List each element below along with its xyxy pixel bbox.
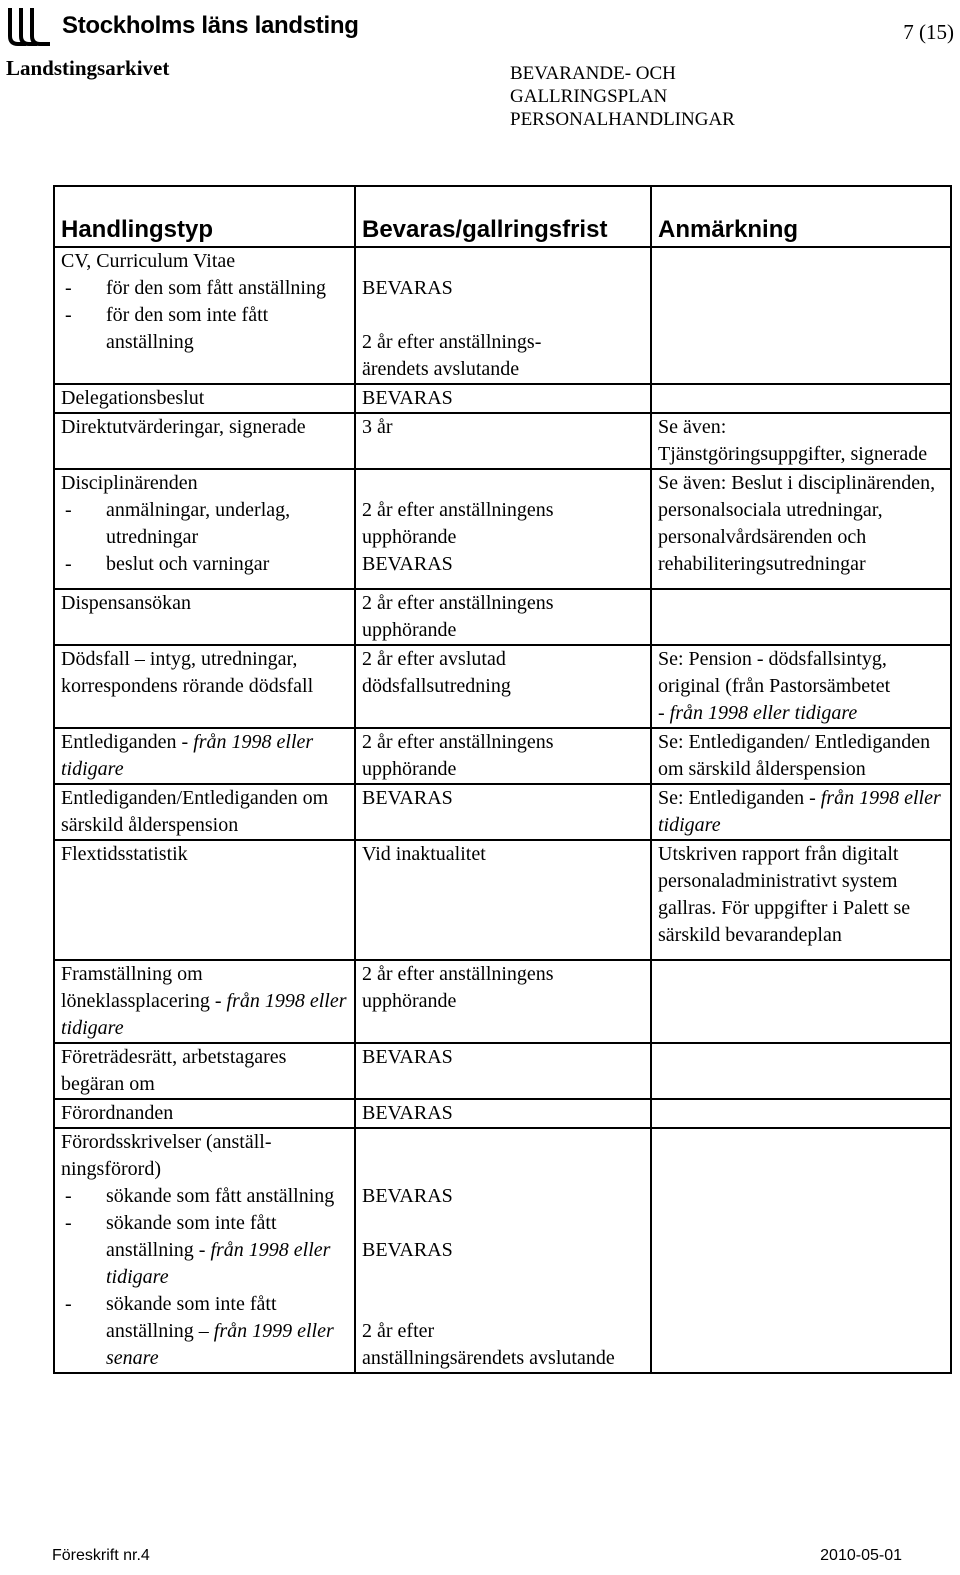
- row-title: Förordsskrivelser (anställ-ningsförord): [61, 1131, 272, 1180]
- table-row: [54, 728, 951, 784]
- frist-value: 2 år efter anställnings-: [362, 331, 542, 353]
- note-text: Se: Pension - dödsfallsintyg, original (från Pastorsämbetet: [658, 648, 891, 697]
- cell-anmarkning: Se: Entlediganden/ Entlediganden om särskild ålderspension: [651, 728, 951, 784]
- cell-handlingstyp: Flextidsstatistik: [54, 840, 355, 960]
- cell-anmarkning: [651, 413, 951, 469]
- cell-frist: 2 år efter avslutad dödsfallsutredning: [355, 645, 651, 728]
- item-text: sökande som inte fått anställning –: [106, 1293, 277, 1342]
- item-italic: från 1999 eller senare: [106, 1320, 334, 1369]
- cell-handlingstyp: [54, 469, 355, 589]
- cell-anmarkning: Se även: Beslut i disciplinärenden, personalsociala utredningar, personalvårdsärenden och rehabiliteringsutredningar: [651, 469, 951, 589]
- list-item: [61, 1183, 348, 1210]
- title-line: PERSONALHANDLINGAR: [510, 109, 735, 130]
- cell-handlingstyp: [54, 1128, 355, 1373]
- frist-value: BEVARAS: [362, 277, 453, 299]
- item-italic: från 1998 eller tidigare: [106, 1239, 331, 1288]
- table-header-row: [54, 186, 951, 247]
- cell-anmarkning: [651, 1128, 951, 1373]
- item-text: anmälningar, underlag, utredningar: [106, 499, 291, 548]
- table-row: [54, 960, 951, 1043]
- table-row: [54, 1128, 951, 1373]
- cell-frist: 3 år: [355, 413, 651, 469]
- cell-frist: 2 år efter anställningens upphörande: [355, 960, 651, 1043]
- cell-handlingstyp: Dispensansökan: [54, 589, 355, 645]
- dash: -: [65, 277, 72, 299]
- cell-handlingstyp: Direktutvärderingar, signerade: [54, 413, 355, 469]
- row-title-italic: från 1998 eller tidigare: [61, 990, 347, 1039]
- department-name: Landstingsarkivet: [6, 56, 170, 80]
- cell-frist: [355, 247, 651, 384]
- cell-anmarkning: [651, 1099, 951, 1128]
- frist-value: anställningsärendets avslutande: [362, 1347, 615, 1369]
- dash: -: [65, 1293, 72, 1315]
- org-name: Stockholms läns landsting: [62, 12, 359, 39]
- dash: -: [65, 304, 72, 326]
- dash: -: [65, 1185, 72, 1207]
- cell-anmarkning: [651, 784, 951, 840]
- list-item: [61, 275, 348, 302]
- row-title: Disciplinärenden: [61, 472, 198, 494]
- note-text: Se även:: [658, 416, 727, 438]
- item-text: för den som fått anställning: [106, 277, 326, 299]
- item-text: sökande som inte fått anställning -: [106, 1212, 277, 1261]
- table-row: [54, 645, 951, 728]
- cell-handlingstyp: [54, 960, 355, 1043]
- title-line: BEVARANDE- OCH: [510, 63, 676, 84]
- cell-anmarkning: [651, 589, 951, 645]
- table-row: [54, 247, 951, 384]
- document-title: [510, 62, 735, 131]
- cell-frist: [355, 469, 651, 589]
- cell-anmarkning: [651, 960, 951, 1043]
- cell-frist: BEVARAS: [355, 784, 651, 840]
- cell-frist: 2 år efter anställningens upphörande: [355, 728, 651, 784]
- cell-handlingstyp: Dödsfall – intyg, utredningar, korrespondens rörande dödsfall: [54, 645, 355, 728]
- page-number: 7 (15): [903, 20, 954, 44]
- list-item: [61, 1210, 348, 1291]
- note-text: Se: Entlediganden -: [658, 787, 816, 809]
- table-row: [54, 784, 951, 840]
- landsting-logo-icon: [4, 6, 54, 46]
- table-row: [54, 840, 951, 960]
- cell-handlingstyp: Delegationsbeslut: [54, 384, 355, 413]
- column-header-anmarkning: Anmärkning: [651, 186, 951, 247]
- cell-handlingstyp: Entlediganden/Entlediganden om särskild ålderspension: [54, 784, 355, 840]
- column-header-handlingstyp: Handlingstyp: [54, 186, 355, 247]
- table-row: [54, 469, 951, 589]
- cell-anmarkning: [651, 384, 951, 413]
- list-item: [61, 497, 348, 551]
- dash: -: [65, 499, 72, 521]
- cell-frist: BEVARAS: [355, 1043, 651, 1099]
- frist-value: ärendets avslutande: [362, 358, 520, 380]
- list-item: [61, 302, 348, 356]
- note-italic: från 1998 eller tidigare: [658, 787, 941, 836]
- cell-anmarkning: [651, 645, 951, 728]
- cell-frist: BEVARAS: [355, 384, 651, 413]
- dash: -: [65, 553, 72, 575]
- row-title: Framställning om löneklassplacering -: [61, 963, 222, 1012]
- item-text: sökande som fått anställning: [106, 1185, 335, 1207]
- cell-handlingstyp: [54, 247, 355, 384]
- row-title: Entlediganden -: [61, 731, 189, 753]
- cell-frist: 2 år efter anställningens upphörande: [355, 589, 651, 645]
- item-text: beslut och varningar: [106, 553, 270, 575]
- list-item: [61, 1291, 348, 1372]
- cell-handlingstyp: Företrädesrätt, arbetstagares begäran om: [54, 1043, 355, 1099]
- retention-table: [53, 185, 952, 1374]
- org-logo: [4, 6, 359, 46]
- footer-regulation: Föreskrift nr.4: [52, 1547, 150, 1564]
- table-row: [54, 589, 951, 645]
- table-row: [54, 1099, 951, 1128]
- cell-anmarkning: [651, 247, 951, 384]
- table-row: [54, 1043, 951, 1099]
- frist-value: 2 år efter: [362, 1320, 435, 1342]
- cell-frist: Vid inaktualitet: [355, 840, 651, 960]
- cell-handlingstyp: [54, 728, 355, 784]
- cell-handlingstyp: Förordnanden: [54, 1099, 355, 1128]
- frist-value: 2 år efter anställningens upphörande: [362, 499, 554, 548]
- table-row: [54, 413, 951, 469]
- cell-anmarkning: Utskriven rapport från digitalt personaladministrativt system gallras. För uppgifter i Palett se särskild bevarandeplan: [651, 840, 951, 960]
- title-line: GALLRINGSPLAN: [510, 86, 668, 107]
- row-title-italic: från 1998 eller tidigare: [61, 731, 314, 780]
- cell-frist: [355, 1128, 651, 1373]
- note-italic: - från 1998 eller tidigare: [658, 702, 858, 724]
- cell-anmarkning: [651, 1043, 951, 1099]
- column-header-frist: Bevaras/gallringsfrist: [355, 186, 651, 247]
- footer-date: 2010-05-01: [820, 1547, 902, 1564]
- table-row: [54, 384, 951, 413]
- list-item: [61, 551, 348, 578]
- dash: -: [65, 1212, 72, 1234]
- note-text: Tjänstgöringsuppgifter, signerade: [658, 443, 928, 465]
- cell-frist: BEVARAS: [355, 1099, 651, 1128]
- frist-value: BEVARAS: [362, 553, 453, 575]
- item-text: för den som inte fått anställning: [106, 304, 269, 353]
- frist-value: BEVARAS: [362, 1185, 453, 1207]
- row-title: CV, Curriculum Vitae: [61, 250, 236, 272]
- frist-value: BEVARAS: [362, 1239, 453, 1261]
